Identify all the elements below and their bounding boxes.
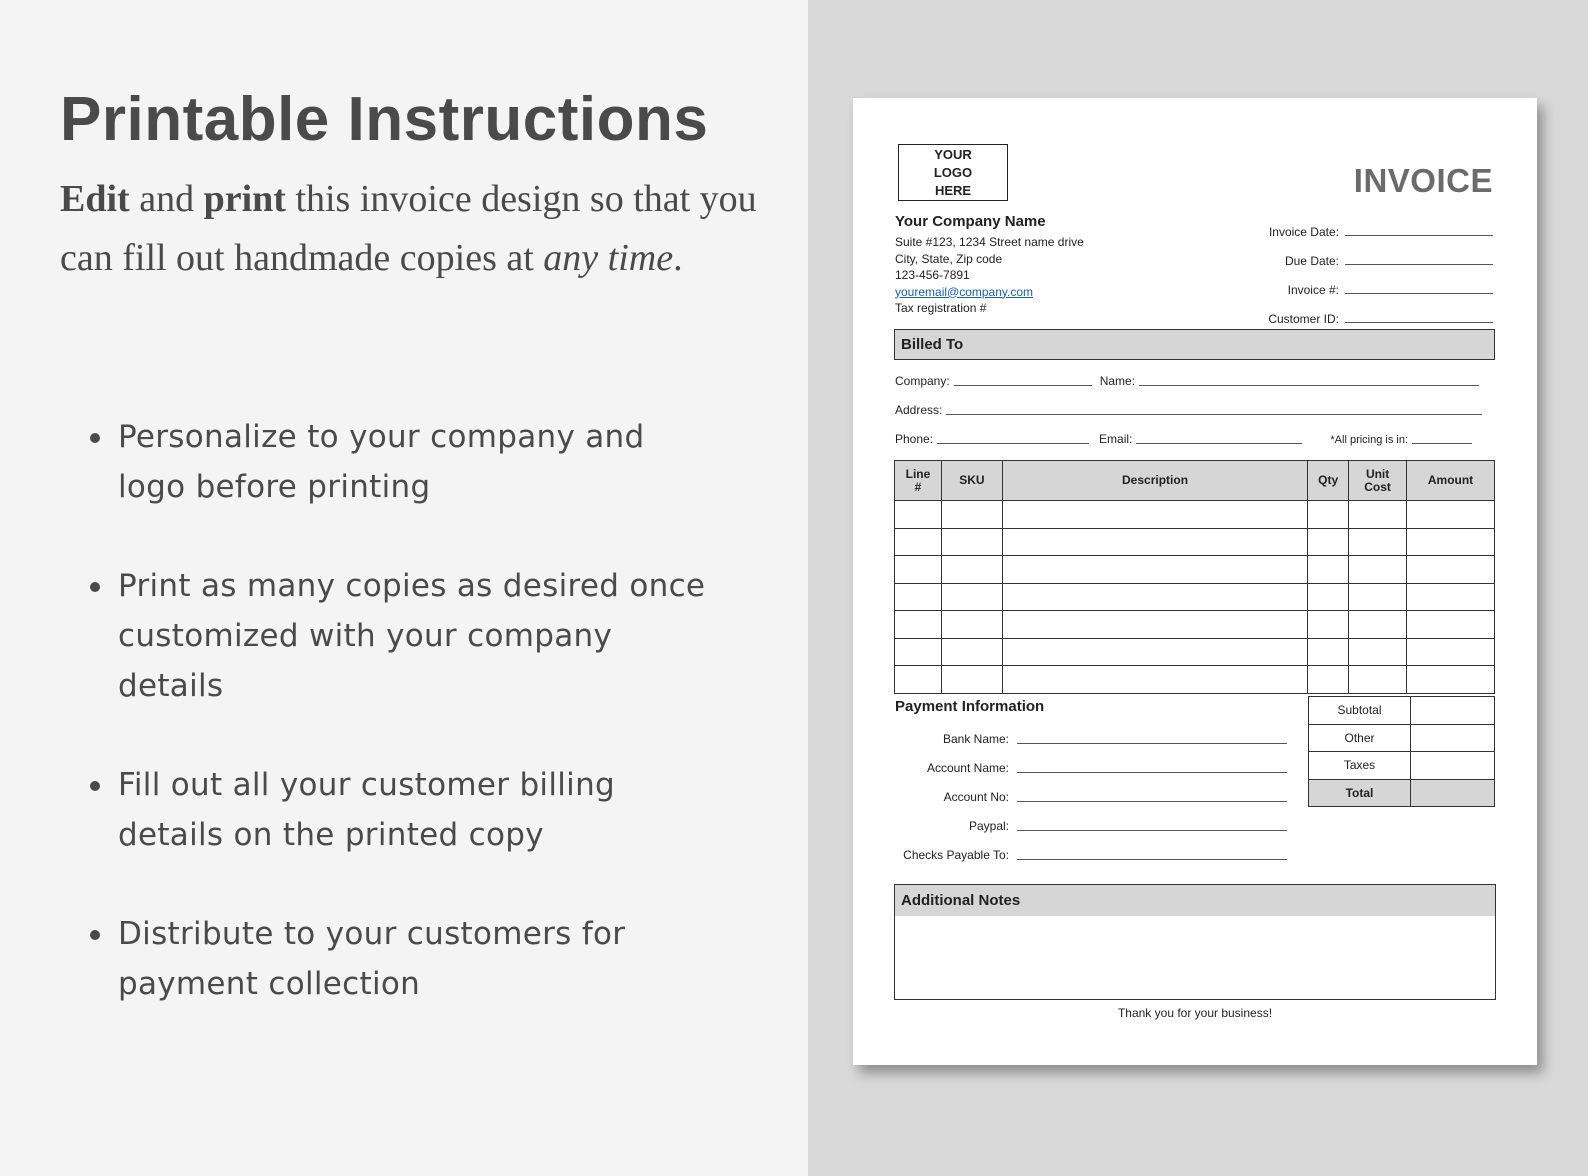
additional-notes-heading: Additional Notes	[895, 885, 1495, 916]
other-row	[1309, 724, 1495, 752]
company-tax: Tax registration #	[895, 301, 987, 315]
company-address-2: City, State, Zip code	[895, 251, 1003, 266]
due-date-label: Due Date:	[1284, 254, 1339, 268]
taxes-value	[1411, 752, 1495, 780]
col-amount: Amount	[1407, 461, 1495, 501]
checks-label: Checks Payable To:	[903, 848, 1009, 862]
col-line-text: Line	[905, 466, 931, 481]
customer-id-line	[1345, 311, 1493, 323]
invoice-number-label: Invoice #:	[1287, 283, 1339, 297]
table-row	[895, 611, 1495, 639]
account-no-label: Account No:	[943, 790, 1009, 804]
col-sku: SKU	[941, 461, 1002, 501]
logo-line: YOUR	[934, 147, 972, 162]
address-label: Address:	[895, 403, 943, 417]
company-phone: 123-456-7891	[895, 268, 970, 282]
table-row	[895, 556, 1495, 584]
subtotal-row	[1309, 697, 1495, 725]
payment-heading: Payment Information	[895, 698, 1045, 715]
company-address-1: Suite #123, 1234 Street name drive	[895, 235, 1084, 249]
additional-notes-box	[894, 884, 1496, 1000]
intro-and: and	[129, 178, 204, 220]
pay-row-account-name	[895, 759, 1287, 775]
email-label: Email:	[1099, 432, 1133, 446]
col-line	[895, 461, 942, 501]
billed-row-address	[895, 401, 1495, 417]
pricing-label: *All pricing is in:	[1330, 434, 1409, 446]
col-description: Description	[1002, 461, 1307, 501]
paypal-label: Paypal:	[968, 819, 1009, 833]
col-line-hash: #	[914, 479, 922, 494]
page-title: Printable Instructions	[60, 85, 709, 154]
company-details	[895, 234, 1084, 317]
totals-table	[1308, 696, 1495, 807]
company-line	[954, 376, 1092, 386]
company-email-link[interactable]: youremail@company.com	[895, 284, 1034, 299]
due-date-line	[1345, 253, 1493, 265]
account-name-line	[1017, 763, 1287, 773]
bank-line	[1017, 734, 1287, 744]
line-items-table	[894, 460, 1495, 694]
invoice-date-line	[1345, 224, 1493, 236]
intro-edit: Edit	[60, 178, 130, 220]
billed-to-heading: Billed To	[894, 329, 1495, 360]
instruction-item: Personalize to your company and logo before printing	[90, 412, 720, 512]
col-unit-text: Unit	[1365, 466, 1390, 481]
total-row	[1309, 779, 1495, 807]
name-label: Name:	[1099, 374, 1136, 388]
paypal-line	[1017, 821, 1287, 831]
bank-label: Bank Name:	[942, 732, 1009, 746]
pay-row-bank	[895, 730, 1287, 746]
table-row	[895, 638, 1495, 666]
col-cost-text: Cost	[1364, 479, 1391, 494]
billed-row-company	[895, 372, 1495, 388]
pay-row-account-no	[895, 788, 1287, 804]
taxes-row	[1309, 752, 1495, 780]
intro-text	[60, 170, 760, 288]
subtotal-value	[1411, 697, 1495, 725]
checks-line	[1017, 850, 1287, 860]
invoice-title: INVOICE	[1353, 162, 1493, 199]
email-line	[1136, 434, 1302, 444]
total-value	[1411, 779, 1495, 807]
instruction-item: Fill out all your customer billing details on the printed copy	[90, 760, 720, 860]
invoice-page	[853, 98, 1537, 1065]
invoice-date-label: Invoice Date:	[1268, 225, 1339, 239]
account-name-label: Account Name:	[926, 761, 1009, 775]
logo-line: LOGO	[933, 165, 973, 180]
account-no-line	[1017, 792, 1287, 802]
other-value	[1411, 724, 1495, 752]
pricing-line	[1412, 434, 1472, 444]
logo-placeholder	[898, 144, 1008, 201]
phone-line	[937, 434, 1089, 444]
address-line	[946, 405, 1482, 415]
subtotal-label: Subtotal	[1309, 697, 1411, 725]
company-label: Company:	[895, 374, 950, 388]
table-row	[895, 528, 1495, 556]
customer-id-label: Customer ID:	[1268, 312, 1339, 326]
total-label: Total	[1309, 779, 1411, 807]
table-row	[895, 583, 1495, 611]
table-row	[895, 501, 1495, 529]
instruction-item: Distribute to your customers for payment collection	[90, 909, 720, 1009]
intro-any-time: any time	[543, 237, 674, 279]
intro-print: print	[203, 178, 286, 220]
col-qty: Qty	[1308, 461, 1349, 501]
pay-row-checks	[895, 846, 1287, 862]
thank-you-note: Thank you for your business!	[1117, 1006, 1273, 1020]
other-label: Other	[1309, 724, 1411, 752]
company-name: Your Company Name	[895, 213, 1046, 230]
name-line	[1139, 376, 1479, 386]
logo-line: HERE	[934, 183, 972, 198]
intro-body: this invoice design so that you can fill out handmade copies at	[60, 178, 757, 279]
phone-label: Phone:	[895, 432, 934, 446]
instruction-list	[90, 412, 720, 1058]
billed-row-phone	[895, 430, 1495, 446]
taxes-label: Taxes	[1309, 752, 1411, 780]
instruction-item: Print as many copies as desired once customized with your company details	[90, 561, 720, 711]
intro-period: .	[673, 237, 683, 279]
pay-row-paypal	[895, 817, 1287, 833]
col-unit-cost	[1349, 461, 1407, 501]
invoice-number-line	[1345, 282, 1493, 294]
table-row	[895, 666, 1495, 694]
invoice-meta	[1223, 210, 1493, 326]
